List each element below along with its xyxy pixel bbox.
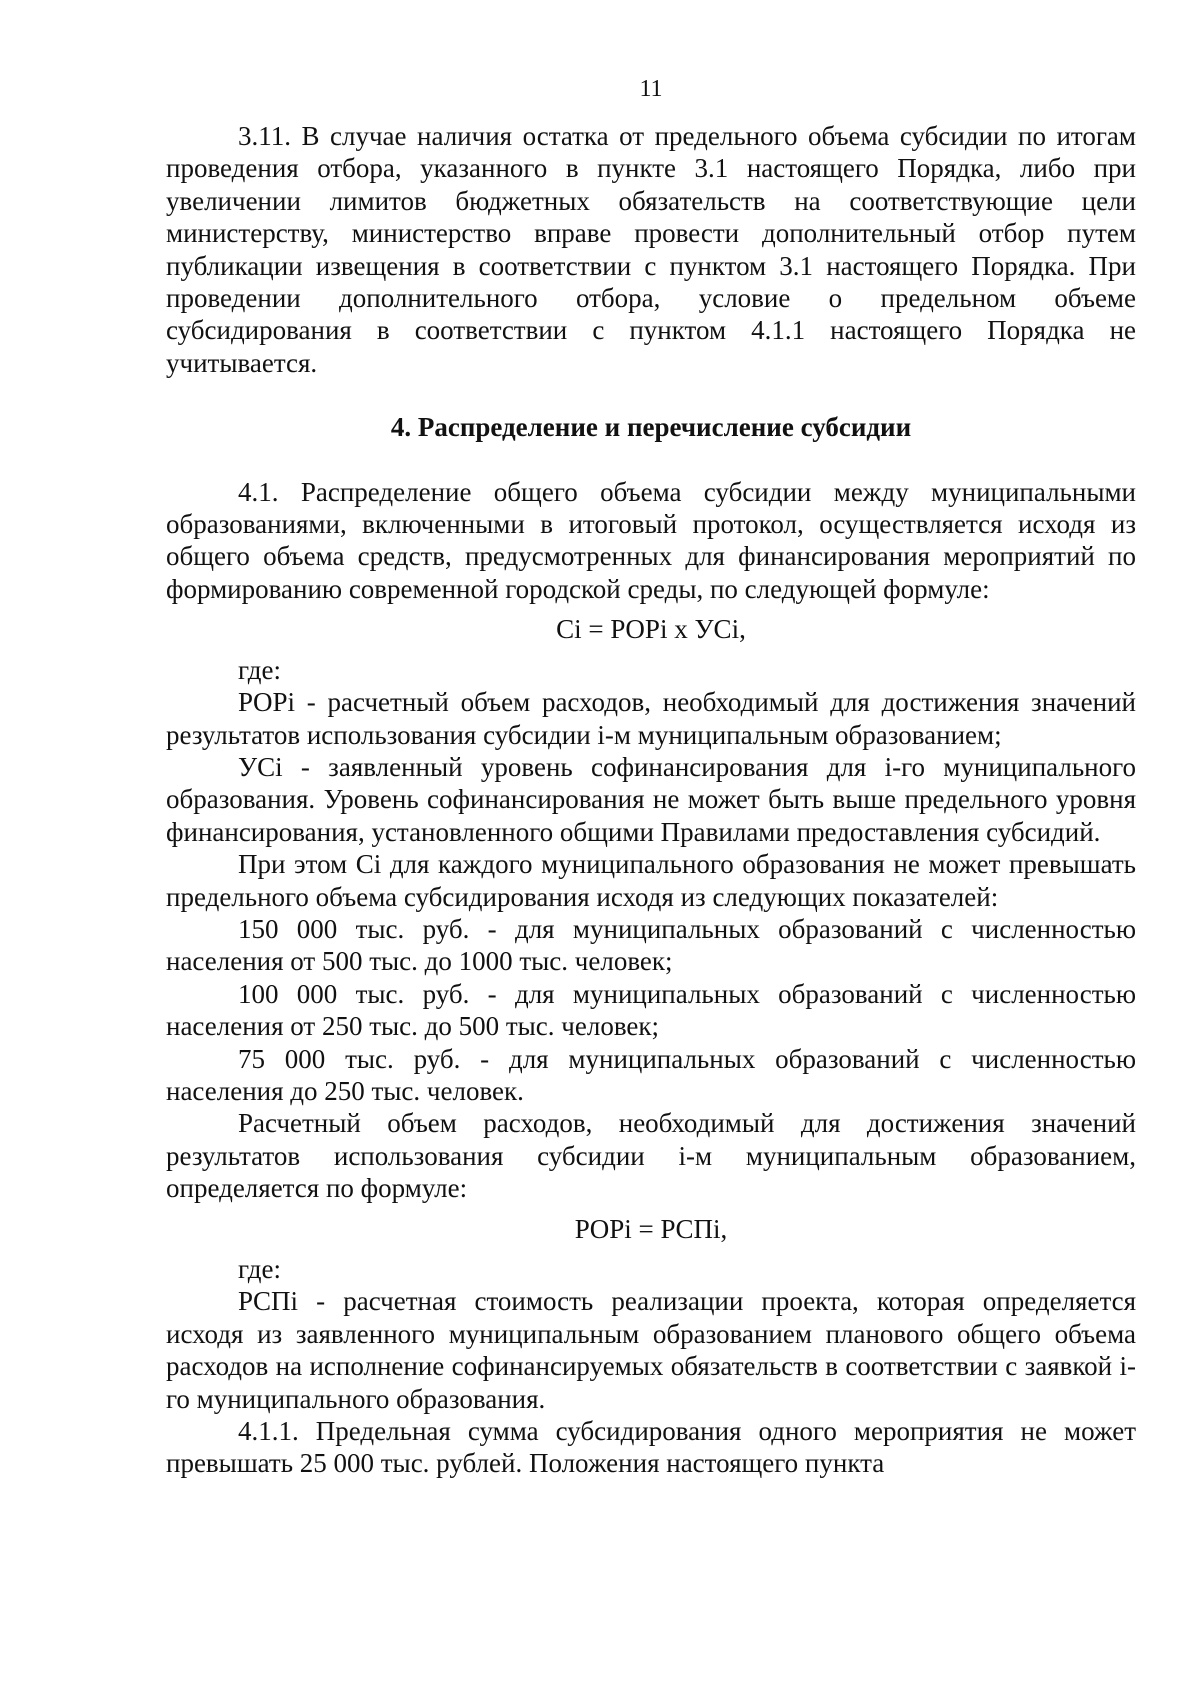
- definition-popi: POPi - расчетный объем расходов, необходимый для достижения значений результатов использования субсидии i-м муниципальным образованием;: [166, 687, 1136, 750]
- where-label: где:: [238, 654, 281, 685]
- definition-rspi: PCПi - расчетная стоимость реализации проекта, которая определяется исходя из заявленного муниципальным образованием планового общего объема расходов на исполнение софинансируемых обязательств в соответствии с заявкой i-го муниципального образования.: [166, 1286, 1136, 1414]
- paragraph-4-1: 4.1. Распределение общего объема субсидии между муниципальными образованиями, включенными в итоговый протокол, осуществляется исходя из общего объема средств, предусмотренных для финансирования мероприятий по формированию современной городской среды, по следующей формуле:: [166, 476, 1136, 604]
- page-number: 11: [639, 76, 663, 102]
- paragraph-4-1-1: 4.1.1. Предельная сумма субсидирования одного мероприятия не может превышать 25 000 тыс. рублей. Положения настоящего пункта: [166, 1416, 1136, 1479]
- paragraph-expense-calc: Расчетный объем расходов, необходимый для достижения значений результатов использования субсидии i-м муниципальным образованием, определяется по формуле:: [166, 1108, 1136, 1204]
- formula-popi: POPi = PCПi,: [574, 1213, 728, 1244]
- paragraph-limit-intro: При этом Ci для каждого муниципального образования не может превышать предельного объема субсидирования исходя из следующих показателей:: [166, 849, 1136, 912]
- paragraph-3-11: 3.11. В случае наличия остатка от предельного объема субсидии по итогам проведения отбора, указанного в пункте 3.1 настоящего Порядка, либо при увеличении лимитов бюджетных обязательств на соответствующие цели министерству, министерство вправе провести дополнительный отбор путем публикации извещения в соответствии с пунктом 3.1 настоящего Порядка. При проведении дополнительного отбора, условие о предельном объеме субсидирования в соответствии с пунктом 4.1.1 настоящего Порядка не учитывается.: [166, 121, 1136, 378]
- section-heading: 4. Распределение и перечисление субсидии: [390, 412, 912, 443]
- limit-150000: 150 000 тыс. руб. - для муниципальных образований с численностью населения от 500 тыс. до 1000 тыс. человек;: [166, 913, 1136, 977]
- limit-75000: 75 000 тыс. руб. - для муниципальных образований с численностью населения до 250 тыс. человек.: [166, 1043, 1136, 1106]
- formula-ci: Ci = POPi x УСi,: [556, 614, 746, 645]
- limit-100000: 100 000 тыс. руб. - для муниципальных образований с численностью населения от 250 тыс. до 500 тыс. человек;: [166, 978, 1136, 1042]
- where-label-2: где:: [238, 1254, 281, 1284]
- document-body: [166, 120, 1136, 1480]
- definition-usi: УСi - заявленный уровень софинансирования для i-го муниципального образования. Уровень софинансирования не может быть выше предельного уровня финансирования, установленного общими Правилами предоставления субсидий.: [166, 751, 1136, 847]
